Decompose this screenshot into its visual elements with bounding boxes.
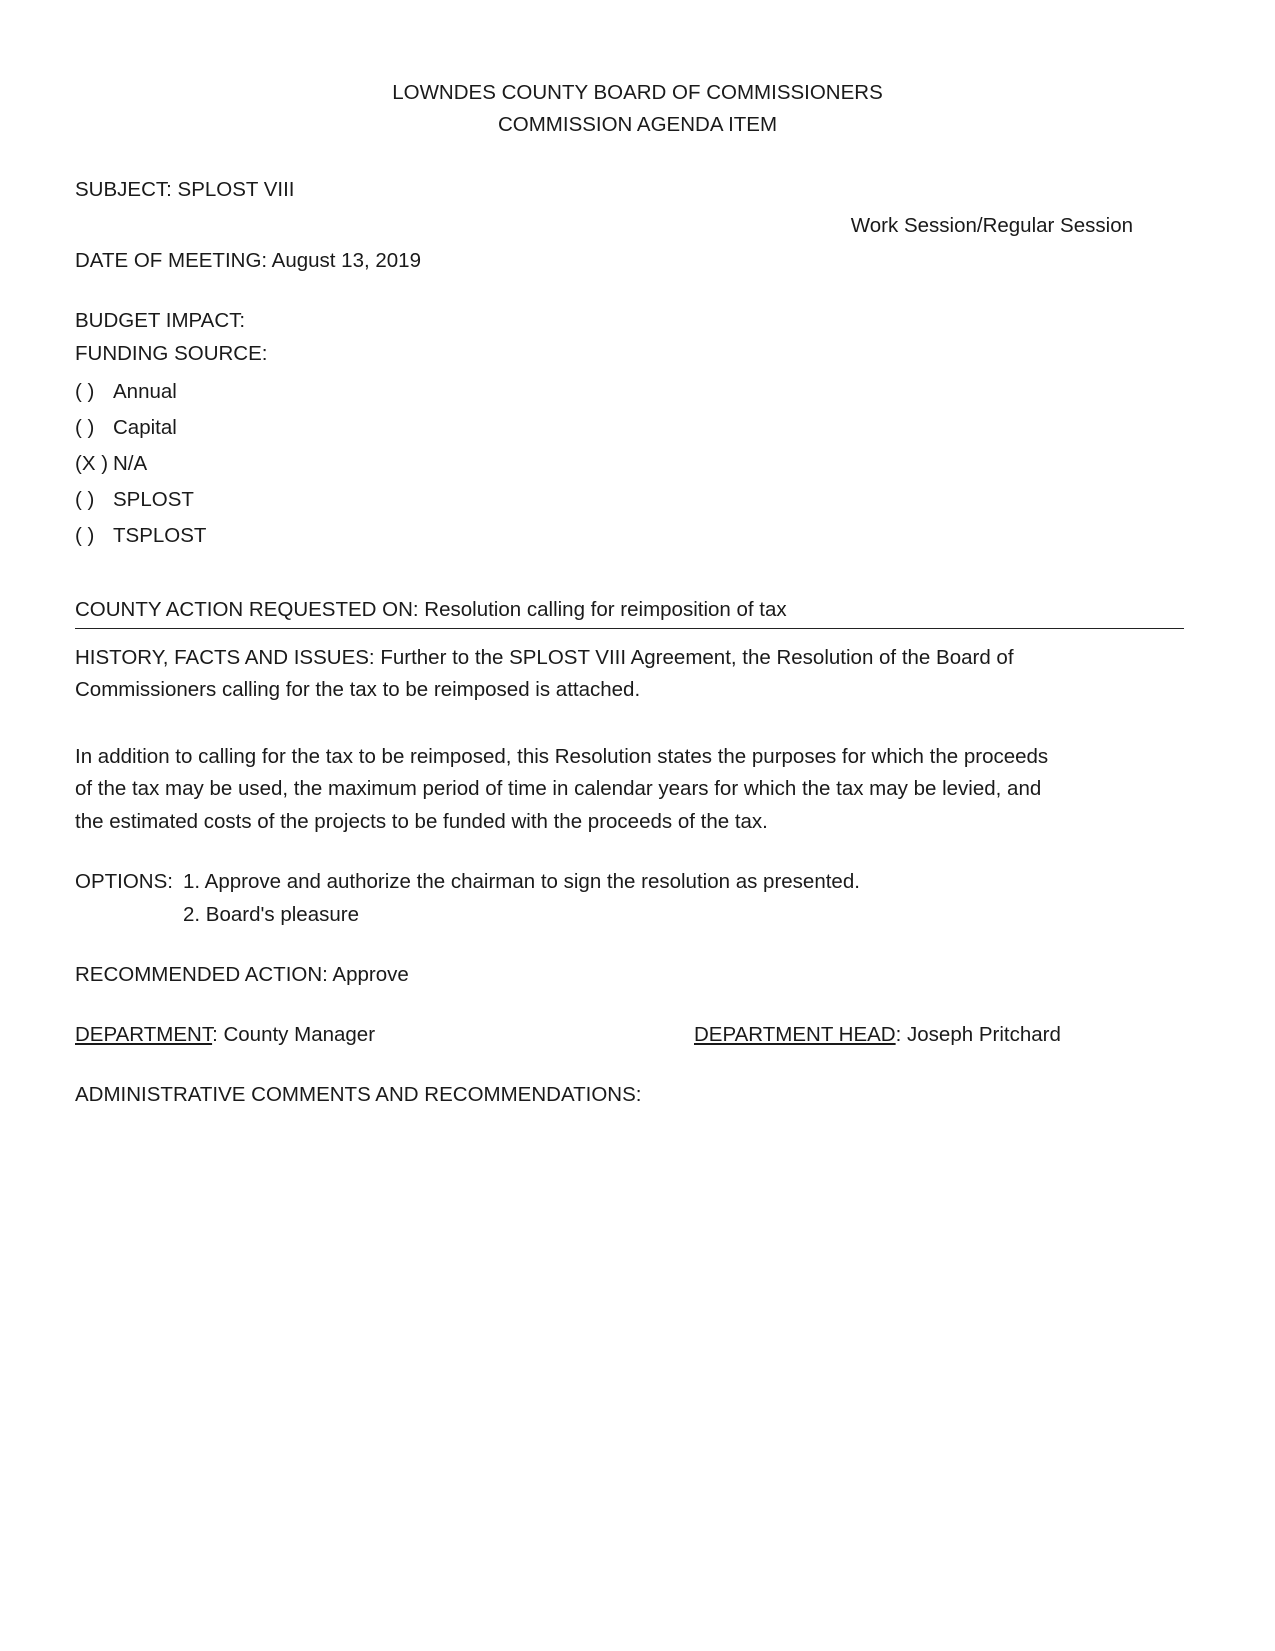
- checkbox-mark: ( ): [75, 416, 95, 439]
- header-title: LOWNDES COUNTY BOARD OF COMMISSIONERS: [392, 81, 883, 104]
- county-action-requested: COUNTY ACTION REQUESTED ON: Resolution calling for reimposition of tax: [75, 598, 787, 621]
- department-label: DEPARTMENT: [75, 1023, 213, 1046]
- funding-option-na: [75, 452, 147, 476]
- department-head: [694, 1023, 1061, 1047]
- paragraph-line: of the tax may be used, the maximum period of time in calendar years for which the tax may be levied, and: [75, 777, 1042, 800]
- department: [75, 1023, 375, 1047]
- department-head-label: DEPARTMENT HEAD: [694, 1023, 896, 1046]
- recommended-action: RECOMMENDED ACTION: Approve: [75, 963, 409, 986]
- session-type: Work Session/Regular Session: [850, 214, 1133, 237]
- budget-impact: BUDGET IMPACT:: [75, 309, 246, 332]
- date-of-meeting: DATE OF MEETING: August 13, 2019: [75, 249, 421, 272]
- history-line: Commissioners calling for the tax to be reimposed is attached.: [75, 678, 641, 701]
- header-subtitle: COMMISSION AGENDA ITEM: [497, 113, 778, 136]
- funding-option-tsplost: [75, 524, 206, 548]
- option-label: Capital: [113, 416, 177, 439]
- admin-comments: ADMINISTRATIVE COMMENTS AND RECOMMENDATIONS:: [75, 1083, 642, 1106]
- paragraph-line: In addition to calling for the tax to be reimposed, this Resolution states the purposes for which the proceeds: [75, 745, 1049, 768]
- funding-option-annual: [75, 380, 177, 404]
- option-item: 2. Board's pleasure: [183, 903, 359, 926]
- option-label: TSPLOST: [113, 524, 207, 547]
- checkbox-mark: ( ): [75, 488, 95, 511]
- option-label: SPLOST: [113, 488, 194, 511]
- funding-option-splost: [75, 488, 194, 512]
- history-line: HISTORY, FACTS AND ISSUES: Further to the SPLOST VIII Agreement, the Resolution of the Board of: [75, 646, 1014, 669]
- department-value: : County Manager: [212, 1023, 376, 1046]
- option-item: 1. Approve and authorize the chairman to sign the resolution as presented.: [183, 870, 860, 893]
- option-label: Annual: [113, 380, 177, 403]
- option-label: N/A: [113, 452, 148, 475]
- subject: SUBJECT: SPLOST VIII: [75, 178, 295, 201]
- paragraph-line: the estimated costs of the projects to be funded with the proceeds of the tax.: [75, 810, 768, 833]
- department-head-value: : Joseph Pritchard: [895, 1023, 1061, 1046]
- checkbox-mark: ( ): [75, 380, 95, 403]
- options-label: OPTIONS:: [75, 870, 173, 893]
- checkbox-mark: (X ): [75, 452, 109, 475]
- checkbox-mark: ( ): [75, 524, 95, 547]
- divider: [75, 628, 1184, 629]
- funding-source: FUNDING SOURCE:: [75, 342, 268, 365]
- funding-option-capital: [75, 416, 177, 440]
